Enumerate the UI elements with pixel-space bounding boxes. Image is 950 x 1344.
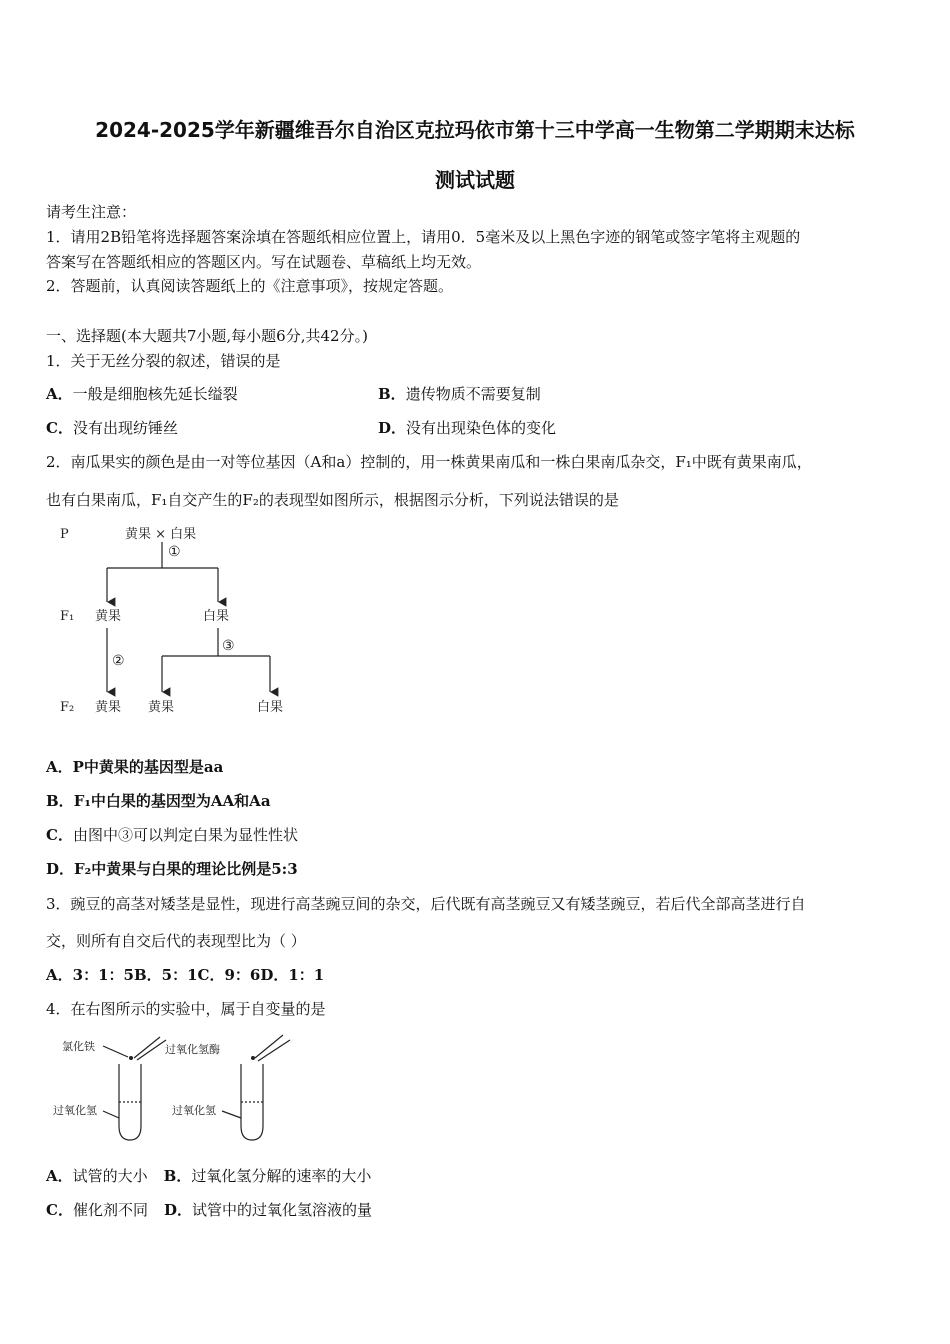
diagram-p-cross: 黄果 × 白果 (125, 527, 197, 542)
q2-b-label: B． (46, 792, 74, 810)
tube1-side-label: 过氧化氢 (53, 1104, 97, 1117)
diagram-step1: ① (168, 544, 181, 560)
tube1-pointer (103, 1111, 119, 1118)
diagram-f2-yellow-left: 黄果 (95, 700, 122, 715)
diagram-step3: ③ (222, 638, 235, 654)
document-title-line1: 2024-2025学年新疆维吾尔自治区克拉玛依市第十三中学高一生物第二学期期末达标 (95, 118, 855, 142)
diagram-f2-yellow-mid: 黄果 (148, 700, 175, 715)
diagram-step2: ② (112, 653, 125, 669)
q4-stem: 4．在右图所示的实验中，属于自变量的是 (46, 1000, 326, 1018)
q4-b-text: 过氧化氢分解的速率的大小 (191, 1167, 372, 1185)
q1-b-label: B． (378, 385, 406, 403)
test-tube-1 (119, 1064, 141, 1140)
diagram-f1-white: 白果 (203, 609, 230, 624)
q2-c-label: C． (46, 826, 73, 844)
q2-a-label: A． (46, 758, 73, 776)
q3-options: A．3：1：5B．5：1C．9：6D．1：1 (46, 966, 325, 984)
notice-item-1b: 答案写在答题纸相应的答题区内。写在试题卷、草稿纸上均无效。 (46, 253, 482, 271)
notice-item-2: 2．答题前，认真阅读答题纸上的《注意事项》，按规定答题。 (46, 277, 454, 295)
q4-options-cd (46, 1199, 372, 1221)
q3-stem-line1: 3．豌豆的高茎对矮茎是显性，现进行高茎豌豆间的杂交，后代既有高茎豌豆又有矮茎豌豆，若后代全部高茎进行自 (46, 895, 806, 913)
dropper-1b (137, 1040, 166, 1060)
q1-c-label: C． (46, 419, 73, 437)
q4-c-label: C． (46, 1201, 73, 1219)
tube2-side-label: 过氧化氢 (172, 1104, 216, 1117)
tube2-top-label: 过氧化氢酶 (165, 1043, 220, 1056)
section-heading: 一、选择题(本大题共7小题,每小题6分,共42分。) (46, 327, 368, 345)
diagram-p-label: P (60, 527, 69, 542)
notice-item-1a: 1．请用2B铅笔将选择题答案涂填在答题纸相应位置上，请用0．5毫米及以上黑色字迹的钢笔或签字笔将主观题的 (46, 228, 801, 246)
q1-d-text: 没有出现染色体的变化 (406, 419, 557, 437)
q2-option-b (46, 790, 271, 812)
q2-option-a (46, 756, 223, 778)
q2-option-d (46, 858, 298, 880)
tube2-pointer (222, 1111, 241, 1118)
diagram-f2-label: F₂ (60, 700, 75, 715)
tube1-top-label: 氯化铁 (62, 1040, 95, 1053)
tube1-top-pointer (103, 1046, 128, 1057)
q2-b-text: F₁中白果的基因型为AA和Aa (73, 792, 271, 810)
q2-option-c (46, 824, 298, 846)
test-tube-2 (241, 1064, 263, 1140)
q4-a-text: 试管的大小 (72, 1167, 148, 1185)
droplet-1 (129, 1056, 133, 1060)
q4-a-label: A． (46, 1167, 73, 1185)
q2-d-label: D． (46, 860, 75, 878)
q1-b-text: 遗传物质不需要复制 (405, 385, 541, 403)
q1-stem: 1．关于无丝分裂的叙述，错误的是 (46, 352, 281, 370)
q2-stem-line2: 也有白果南瓜，F₁自交产生的F₂的表现型如图所示，根据图示分析，下列说法错误的是 (46, 491, 619, 509)
diagram-f1-label: F₁ (60, 609, 75, 624)
q4-d-text: 试管中的过氧化氢溶液的量 (191, 1201, 372, 1219)
q1-a-text: 一般是细胞核先延长缢裂 (72, 385, 238, 403)
q2-c-text: 由图中③可以判定白果为显性性状 (72, 826, 298, 844)
droplet-2 (251, 1056, 255, 1060)
q2-d-text: F₂中黄果与白果的理论比例是5:3 (74, 860, 298, 878)
q1-d-label: D． (378, 419, 407, 437)
q2-stem-line1: 2．南瓜果实的颜色是由一对等位基因（A和a）控制的，用一株黄果南瓜和一株白果南瓜杂交，F₁中既有黄果南瓜， (46, 453, 812, 471)
q2-a-text: P中黄果的基因型是aa (72, 758, 224, 776)
q4-c-text: 催化剂不同 (72, 1201, 148, 1219)
q4-options-ab (46, 1165, 371, 1187)
notice-heading: 请考生注意： (46, 203, 137, 221)
q3-stem-line2: 交，则所有自交后代的表现型比为（ ） (46, 932, 306, 950)
q4-d-label: D． (163, 1201, 192, 1219)
q4-b-label: B． (163, 1167, 192, 1185)
q1-c-text: 没有出现纺锤丝 (72, 419, 178, 437)
q1-a-label: A． (46, 385, 73, 403)
document-title-line2: 测试试题 (435, 168, 515, 192)
dropper-2a (255, 1035, 283, 1058)
diagram-f1-yellow: 黄果 (95, 609, 122, 624)
diagram-f2-white: 白果 (257, 700, 284, 715)
